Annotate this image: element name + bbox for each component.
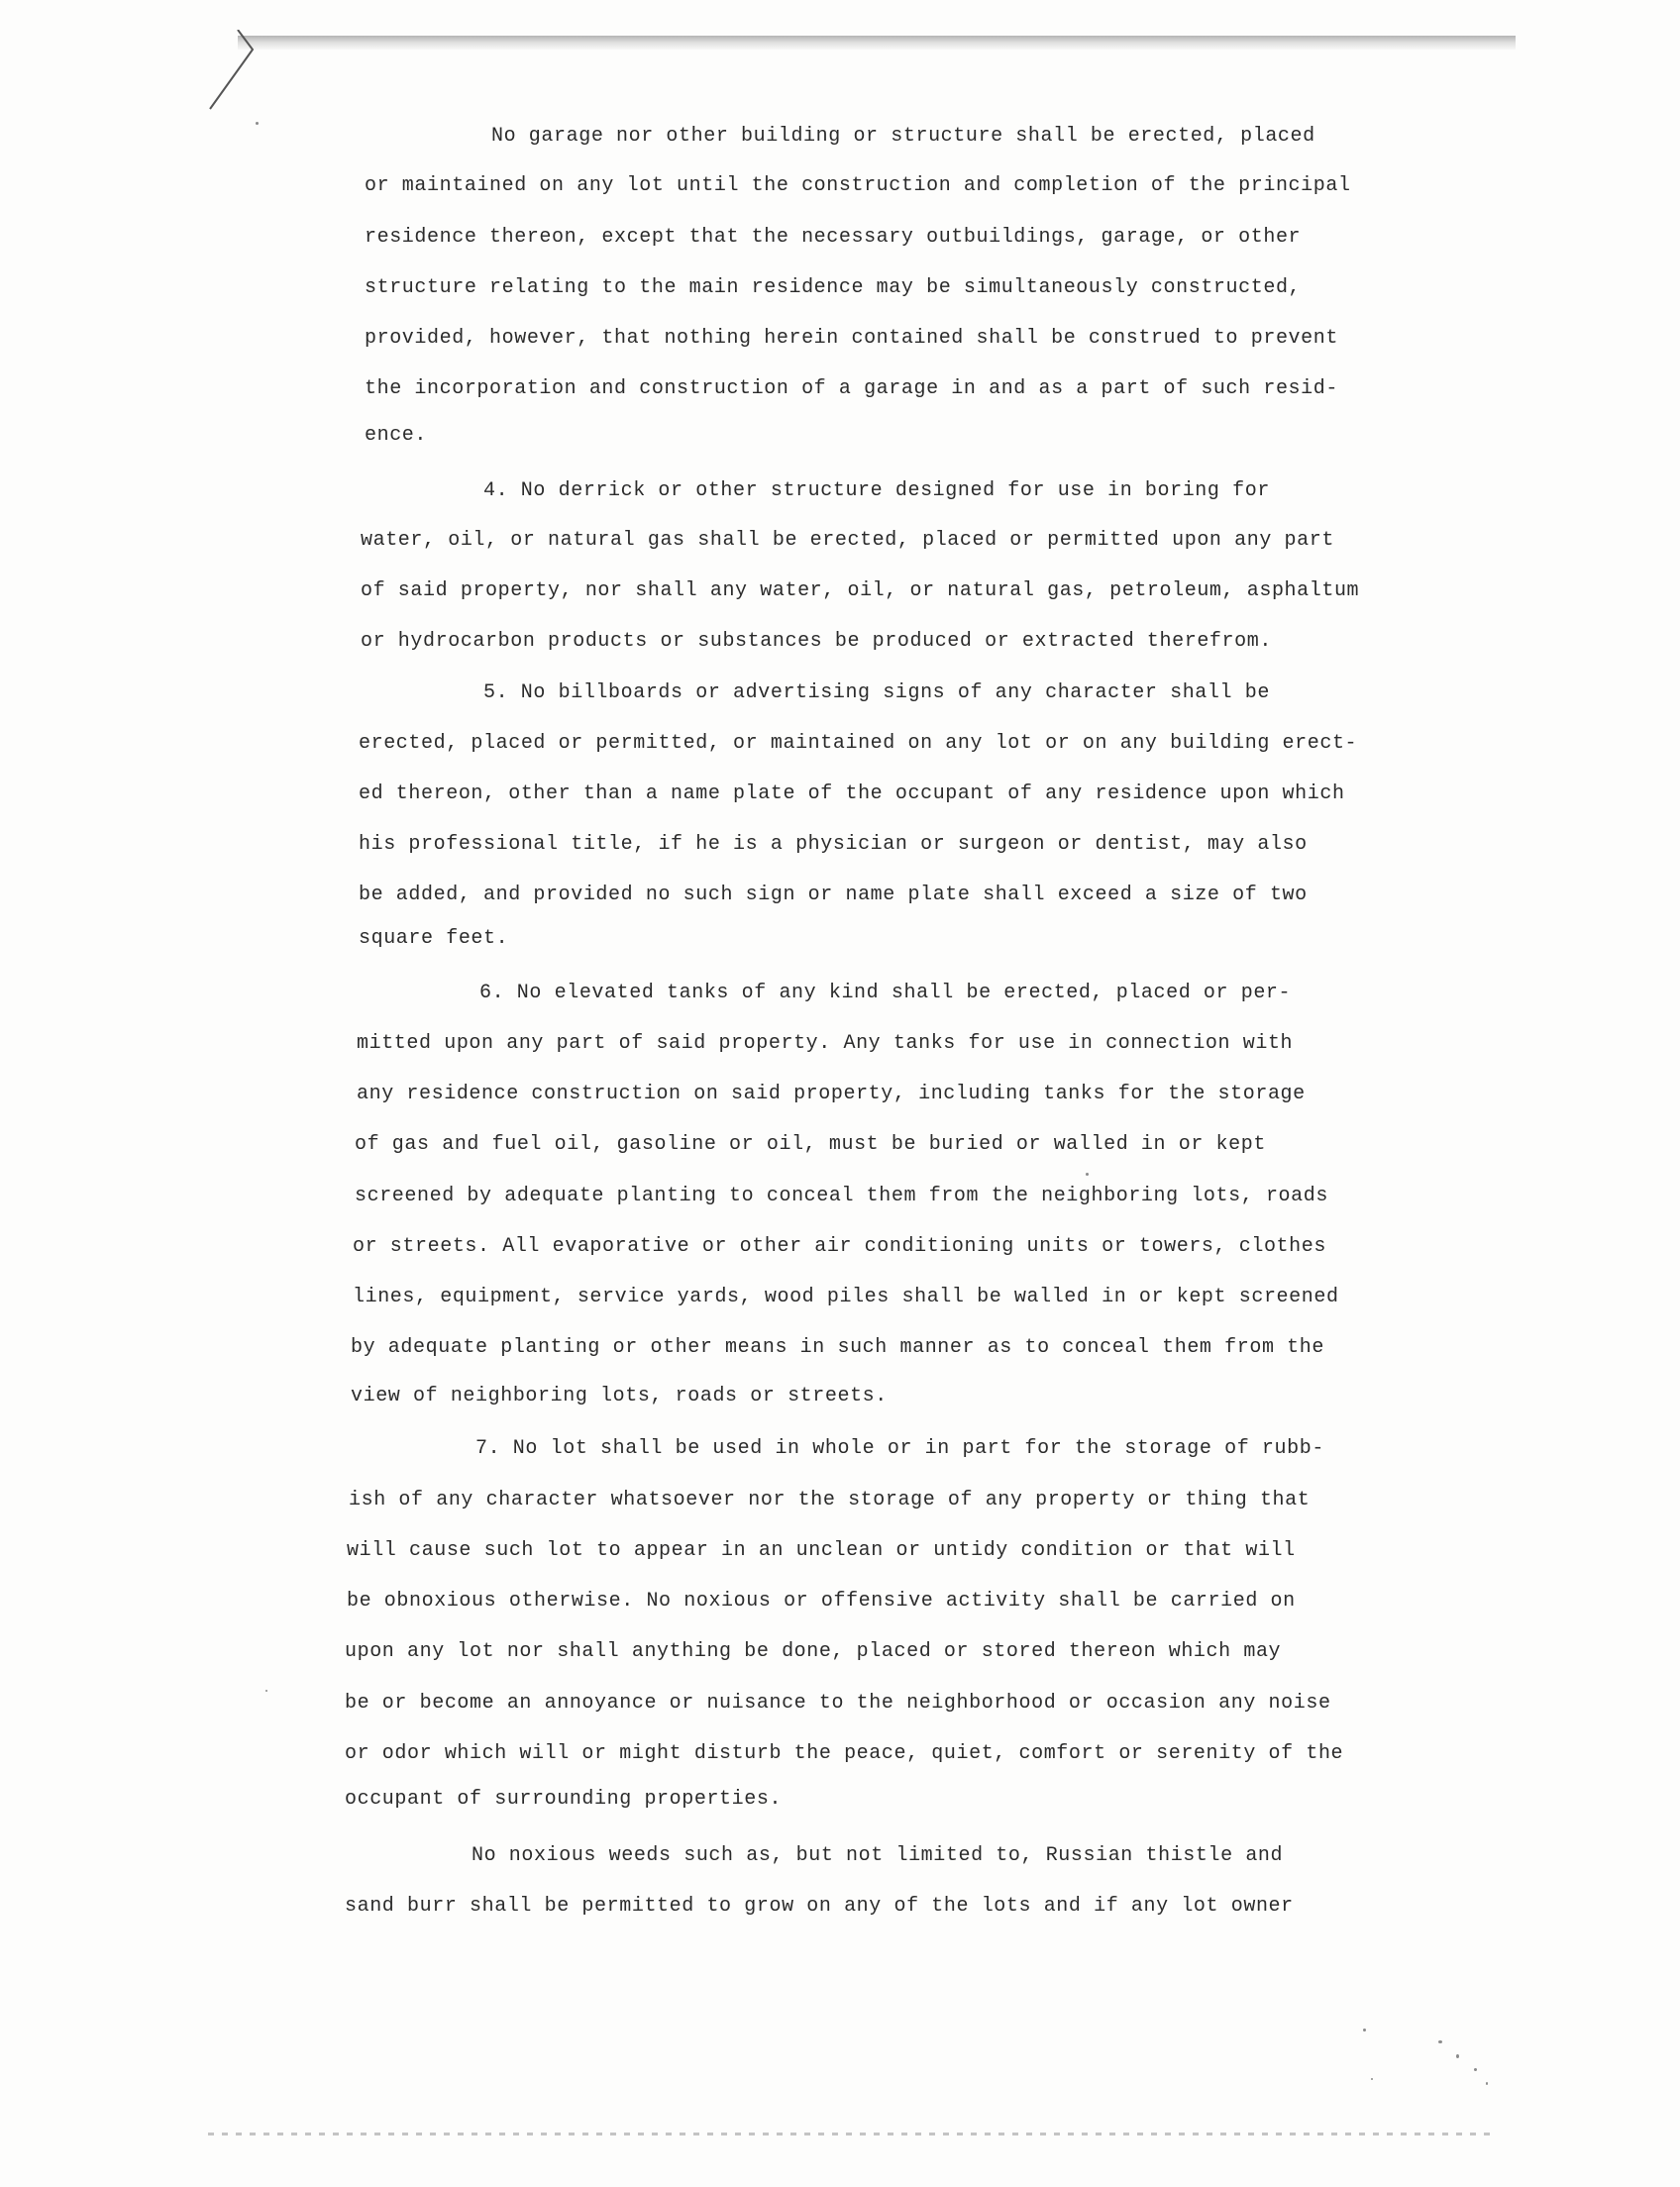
text-line: No garage nor other building or structure shall be erected, placed xyxy=(491,125,1315,148)
text-line: his professional title, if he is a physician or surgeon or dentist, may also xyxy=(359,833,1308,856)
scan-speck xyxy=(256,122,259,125)
text-line: ish of any character whatsoever nor the storage of any property or thing that xyxy=(349,1489,1311,1511)
text-line: or maintained on any lot until the construction and completion of the principal xyxy=(365,174,1351,197)
text-line: erected, placed or permitted, or maintained on any lot or on any building erect- xyxy=(359,732,1358,755)
text-line: ence. xyxy=(365,424,428,447)
text-line: provided, however, that nothing herein contained shall be construed to prevent xyxy=(365,327,1338,350)
section-6-line: 6. No elevated tanks of any kind shall be erected, placed or per- xyxy=(479,982,1292,1004)
text-line: will cause such lot to appear in an unclean or untidy condition or that will xyxy=(347,1539,1296,1562)
scan-speck xyxy=(1474,2068,1477,2071)
text-line: residence thereon, except that the necessary outbuildings, garage, or other xyxy=(365,226,1302,249)
scan-bottom-noise xyxy=(208,2133,1496,2135)
text-line: be or become an annoyance or nuisance to the neighborhood or occasion any noise xyxy=(345,1692,1331,1715)
scan-speck xyxy=(1363,2029,1366,2031)
text-line: water, oil, or natural gas shall be erected, placed or permitted upon any part xyxy=(361,529,1334,552)
text-line: any residence construction on said property, including tanks for the storage xyxy=(357,1083,1306,1105)
text-line: of said property, nor shall any water, oil, or natural gas, petroleum, asphaltum xyxy=(361,579,1360,602)
text-line: occupant of surrounding properties. xyxy=(345,1788,783,1811)
text-line: view of neighboring lots, roads or streets. xyxy=(351,1385,888,1407)
scan-speck xyxy=(1456,2054,1459,2058)
text-line: be added, and provided no such sign or name plate shall exceed a size of two xyxy=(359,884,1308,906)
text-line: ed thereon, other than a name plate of the occupant of any residence upon which xyxy=(359,782,1345,805)
text-line: square feet. xyxy=(359,927,509,950)
text-line: the incorporation and construction of a garage in and as a part of such resid- xyxy=(365,377,1338,400)
text-line: upon any lot nor shall anything be done, placed or stored thereon which may xyxy=(345,1640,1282,1663)
text-line: or odor which will or might disturb the peace, quiet, comfort or serenity of the xyxy=(345,1742,1344,1765)
text-line: of gas and fuel oil, gasoline or oil, must be buried or walled in or kept xyxy=(355,1133,1266,1156)
section-4-line: 4. No derrick or other structure designed for use in boring for xyxy=(483,479,1270,502)
text-line: or streets. All evaporative or other air conditioning units or towers, clothes xyxy=(353,1235,1326,1258)
text-line: be obnoxious otherwise. No noxious or offensive activity shall be carried on xyxy=(347,1590,1296,1613)
text-line: structure relating to the main residence may be simultaneously constructed, xyxy=(365,276,1302,299)
scan-speck xyxy=(1486,2082,1488,2085)
text-line: screened by adequate planting to conceal them from the neighboring lots, roads xyxy=(355,1185,1328,1207)
text-line: by adequate planting or other means in such manner as to conceal them from the xyxy=(351,1336,1324,1359)
scan-speck xyxy=(265,1690,267,1692)
text-line: sand burr shall be permitted to grow on any of the lots and if any lot owner xyxy=(345,1895,1294,1918)
text-line: or hydrocarbon products or substances be produced or extracted therefrom. xyxy=(361,630,1272,653)
section-7-line: 7. No lot shall be used in whole or in part for the storage of rubb- xyxy=(475,1437,1324,1460)
section-5-line: 5. No billboards or advertising signs of any character shall be xyxy=(483,681,1270,704)
scan-speck xyxy=(1371,2078,1373,2080)
scan-speck xyxy=(1438,2040,1442,2043)
text-line: lines, equipment, service yards, wood piles shall be walled in or kept screened xyxy=(353,1286,1339,1308)
scan-speck xyxy=(1086,1173,1089,1176)
paragraph-line: No noxious weeds such as, but not limited to, Russian thistle and xyxy=(472,1844,1284,1867)
text-line: mitted upon any part of said property. Any tanks for use in connection with xyxy=(357,1032,1294,1055)
